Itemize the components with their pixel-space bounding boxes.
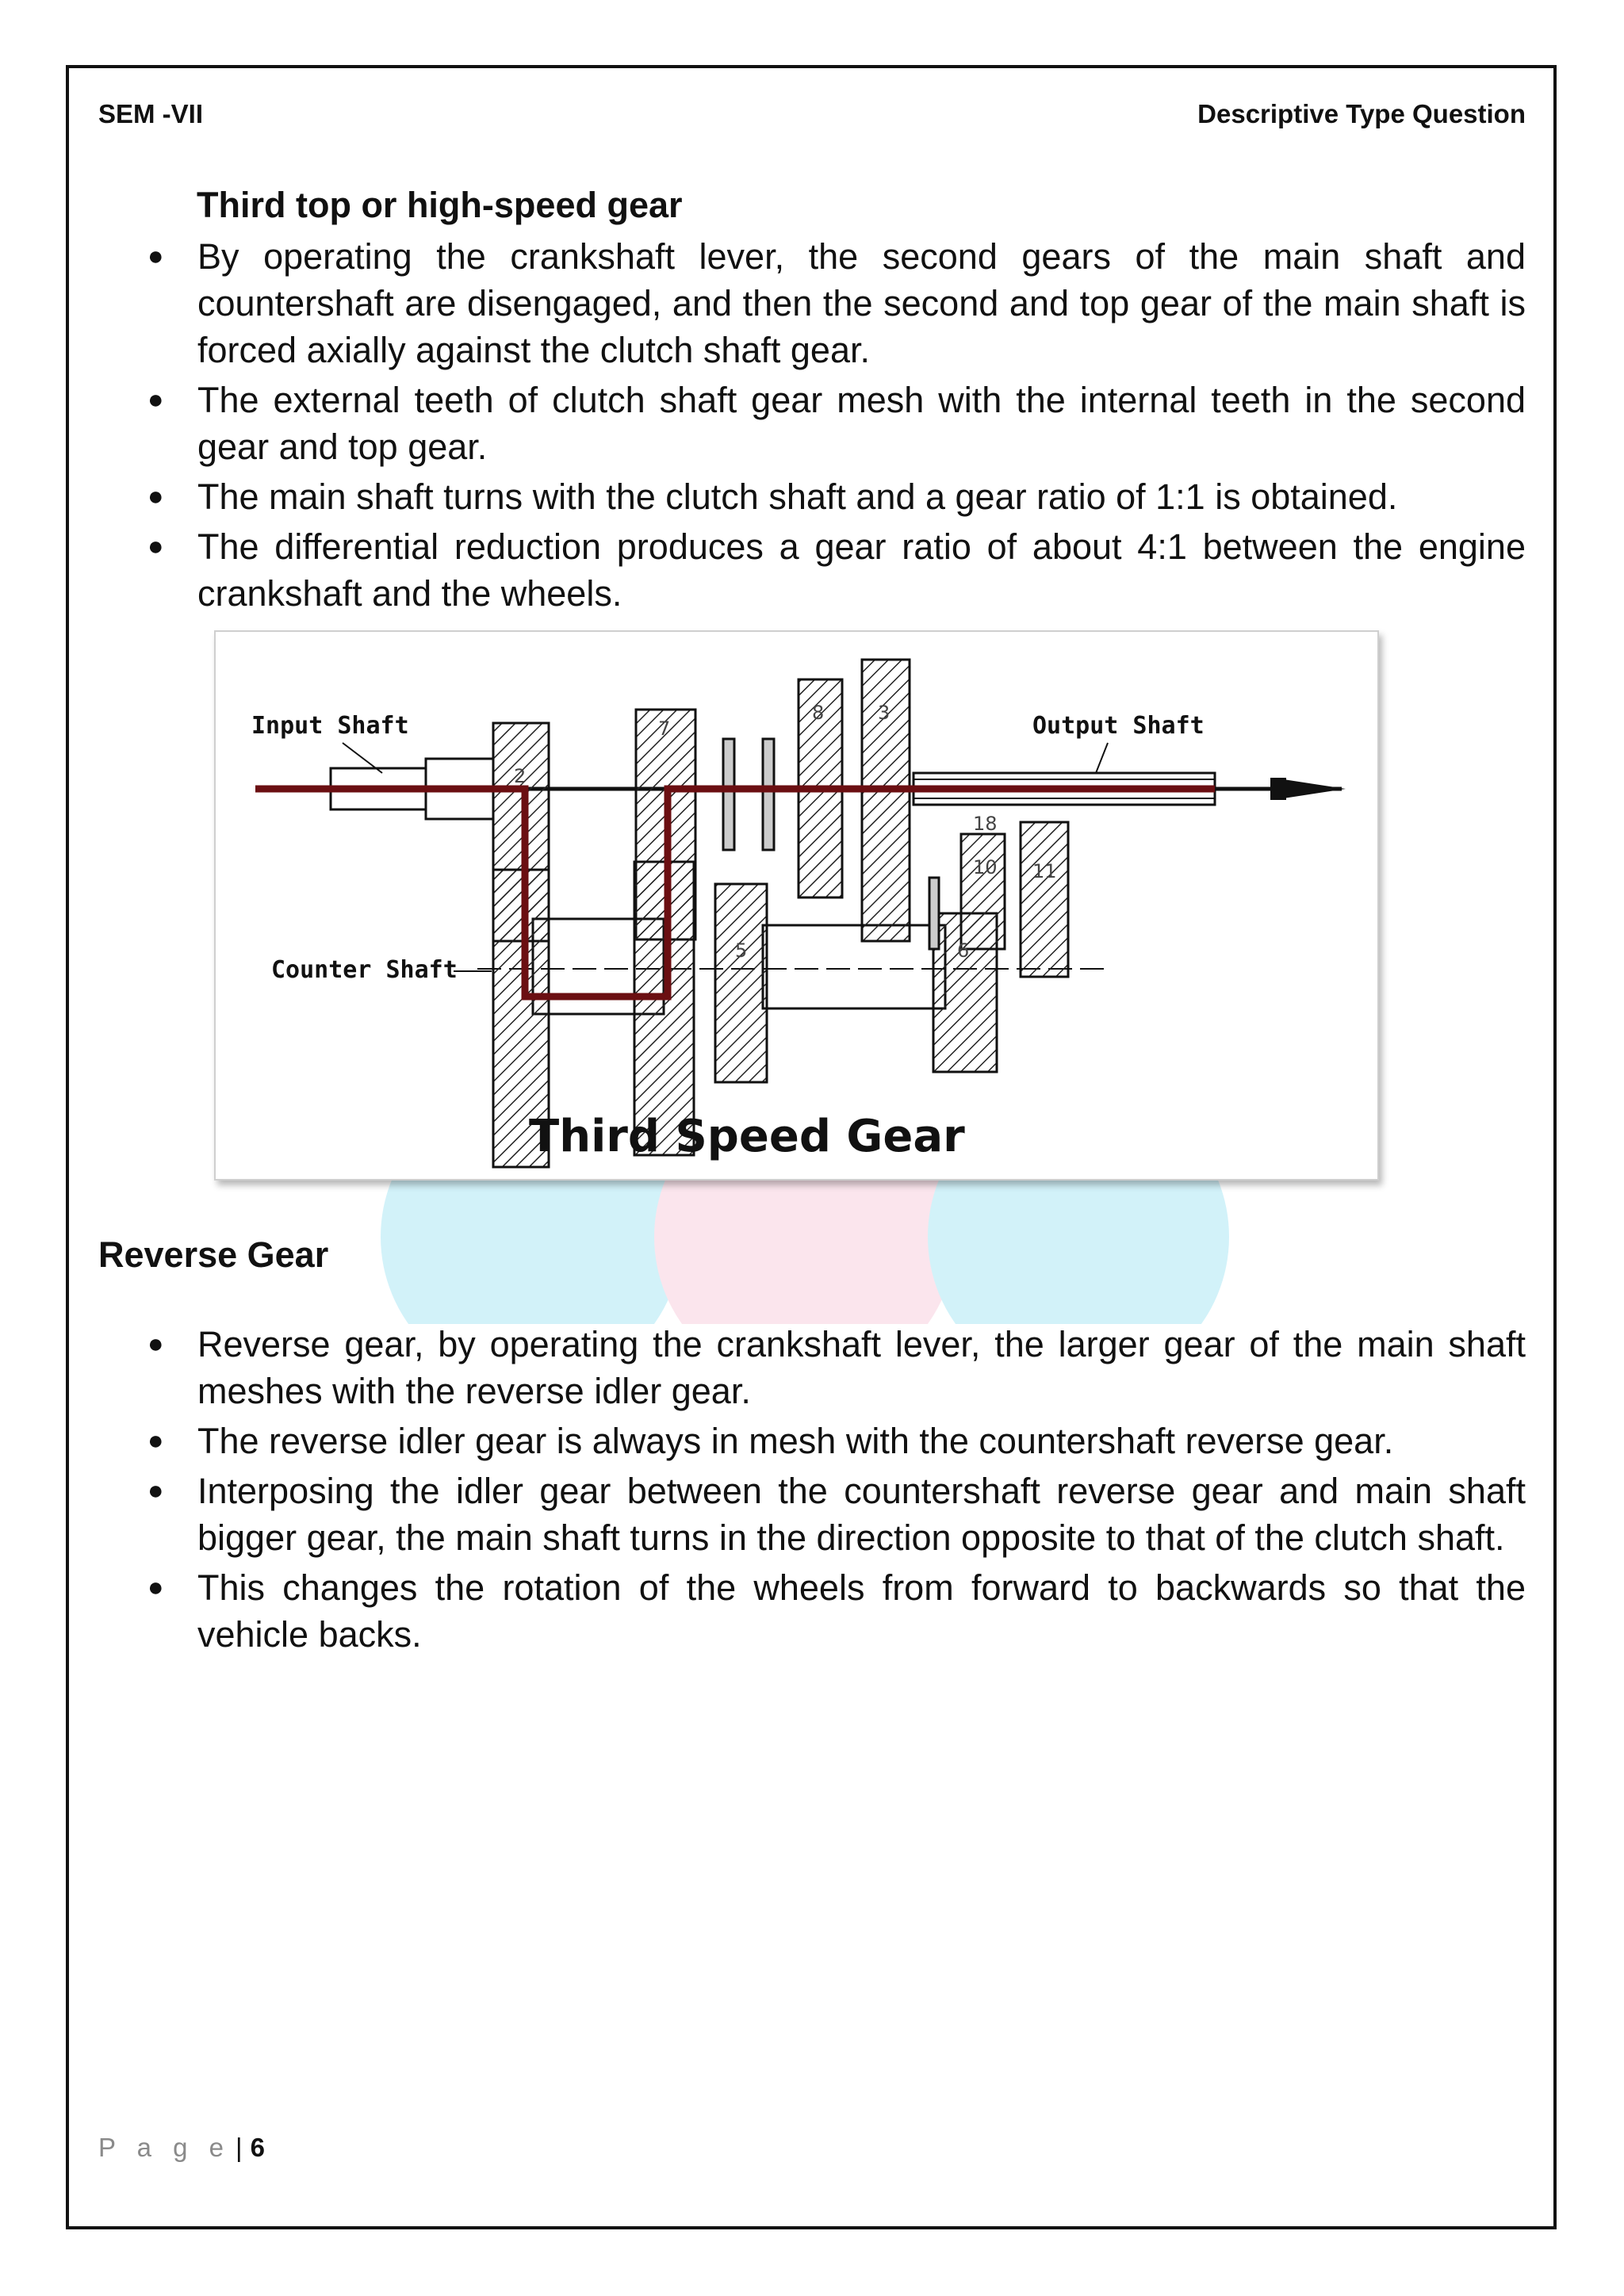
gear-number: 2	[514, 765, 527, 787]
bullet-icon: ●	[147, 481, 164, 511]
list-item: ● The differential reduction produces a gear ratio of about 4:1 between the engine crankshaft and the wheels.	[98, 523, 1526, 617]
page-number: 6	[250, 2133, 265, 2162]
header-question-type: Descriptive Type Question	[1197, 99, 1526, 128]
gear-number: 10	[973, 856, 998, 878]
list-item: ● The reverse idler gear is always in mesh with the countershaft reverse gear.	[98, 1418, 1526, 1464]
label-input-shaft: Input Shaft	[251, 712, 409, 740]
header-sem: SEM -VII	[98, 99, 204, 128]
section-title-third-gear: Third top or high-speed gear	[197, 185, 683, 225]
bullet-icon: ●	[147, 1425, 164, 1456]
third-gear-list	[98, 233, 1526, 620]
label-output-shaft: Output Shaft	[1032, 712, 1205, 740]
gear-number: 6	[957, 939, 970, 962]
gearbox-diagram	[214, 630, 1379, 1181]
gear-number: 7	[658, 718, 671, 740]
list-item: ● The external teeth of clutch shaft gear mesh with the internal teeth in the second gear and top gear.	[98, 377, 1526, 470]
gear-number: 3	[878, 702, 891, 724]
gear-11	[1021, 822, 1068, 977]
label-counter-shaft: Counter Shaft	[271, 956, 458, 984]
figure-caption: Third Speed Gear	[529, 1111, 965, 1162]
reverse-gear-list	[98, 1321, 1526, 1661]
page-separator: |	[235, 2133, 243, 2162]
list-item: ● Interposing the idler gear between the countershaft reverse gear and main shaft bigger gear, the main shaft turns in the direction opposite to that of the clutch shaft.	[98, 1468, 1526, 1561]
gear-5	[715, 884, 767, 1082]
bullet-icon: ●	[147, 1329, 164, 1359]
gear-number: 8	[812, 702, 825, 724]
page-label: P a g e	[98, 2133, 231, 2162]
bullet-icon: ●	[147, 531, 164, 561]
gear-number: 11	[1032, 860, 1057, 882]
list-item: ● By operating the crankshaft lever, the second gears of the main shaft and countershaft are disengaged, and then the second and top gear of the main shaft is forced axially against the clutch shaft gear.	[98, 233, 1526, 373]
bullet-icon: ●	[147, 1572, 164, 1602]
gear-number: 18	[973, 813, 998, 835]
gear-10	[961, 834, 1005, 949]
page-footer	[98, 2133, 265, 2163]
section-title-reverse-gear: Reverse Gear	[98, 1234, 329, 1275]
list-item: ● Reverse gear, by operating the crankshaft lever, the larger gear of the main shaft meshes with the reverse idler gear.	[98, 1321, 1526, 1414]
arrow-icon	[1278, 779, 1346, 799]
gear-number: 5	[735, 939, 748, 962]
list-item: ● The main shaft turns with the clutch shaft and a gear ratio of 1:1 is obtained.	[98, 473, 1526, 520]
bullet-icon: ●	[147, 1475, 164, 1506]
bullet-icon: ●	[147, 241, 164, 271]
bullet-icon: ●	[147, 385, 164, 415]
list-item: ● This changes the rotation of the wheels from forward to backwards so that the vehicle backs.	[98, 1564, 1526, 1658]
